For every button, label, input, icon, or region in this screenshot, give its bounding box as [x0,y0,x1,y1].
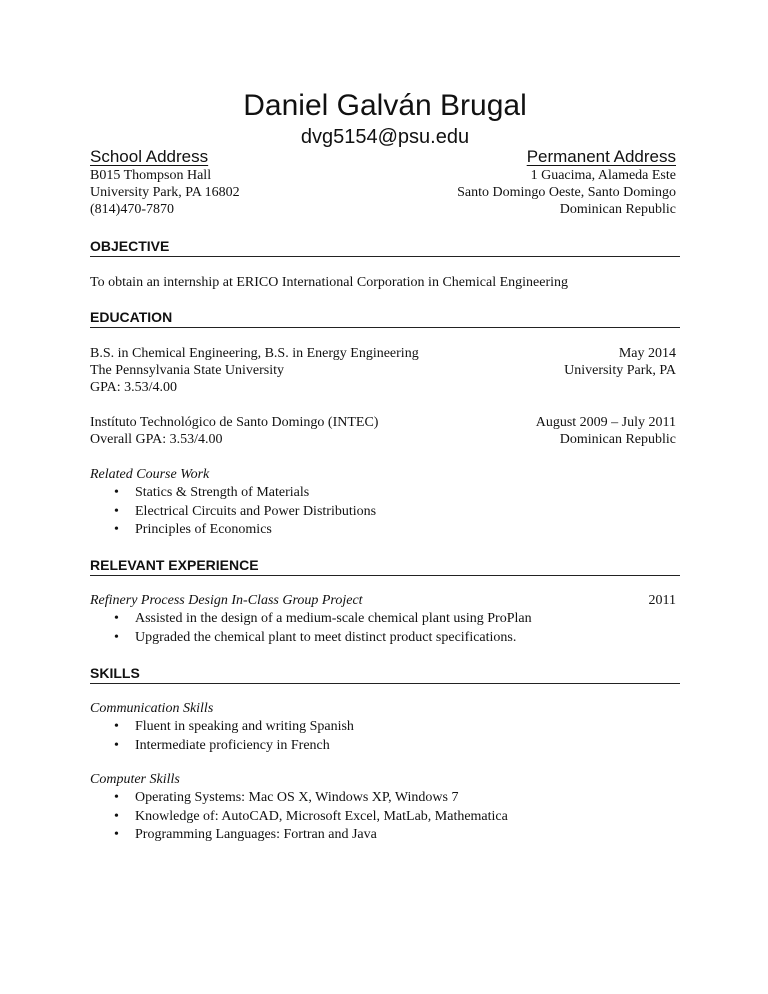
attendance-dates: August 2009 – July 2011 [535,415,676,430]
bullet-icon: • [114,808,119,824]
bullet-icon: • [114,737,119,753]
school-name: Instítuto Technológico de Santo Domingo (INTEC) [90,415,379,430]
list-item: • Statics & Strength of Materials [114,484,376,503]
project-year: 2011 [648,593,676,608]
communication-skills-title: Communication Skills [90,701,214,716]
permanent-address-line: 1 Guacima, Alameda Este [530,168,676,183]
applicant-name: Daniel Galván Brugal [243,89,527,122]
education-entry-row [90,431,676,448]
permanent-address-heading: Permanent Address [526,147,676,166]
experience-heading: RELEVANT EXPERIENCE [90,556,680,576]
degree: B.S. in Chemical Engineering, B.S. in Energy Engineering [90,346,419,361]
bullet-icon: • [114,827,119,842]
objective-text: To obtain an internship at ERICO International Corporation in Chemical Engineering [90,275,569,290]
education-entry-row [90,414,676,431]
bullet-icon: • [114,485,119,500]
gpa: Overall GPA: 3.53/4.00 [90,432,223,447]
permanent-address [457,167,676,218]
objective-heading: OBJECTIVE [90,237,680,257]
school-location: University Park, PA [564,363,676,378]
computer-skills-title: Computer Skills [90,772,180,787]
list-item: • Operating Systems: Mac OS X, Windows XP, Windows 7 [114,789,508,808]
list-item: • Electrical Circuits and Power Distributions [114,503,376,522]
school-address-line: B015 Thompson Hall [90,168,212,183]
coursework-title: Related Course Work [90,467,210,482]
skills-heading: SKILLS [90,664,680,684]
school-phone: (814)470-7870 [90,202,174,217]
graduation-date: May 2014 [618,346,676,361]
education-entry-row [90,362,676,379]
school-name: The Pennsylvania State University [90,363,285,378]
bullet-icon: • [114,503,119,519]
school-address-heading: School Address [90,147,209,166]
list-item: • Knowledge of: AutoCAD, Microsoft Excel, MatLab, Mathematica [114,808,508,827]
computer-skills-list [114,789,508,845]
list-item: • Assisted in the design of a medium-scale chemical plant using ProPlan [114,610,532,629]
list-item: • Fluent in speaking and writing Spanish [114,718,354,737]
list-item: • Intermediate proficiency in French [114,737,354,756]
bullet-icon: • [114,522,119,537]
education-heading: EDUCATION [90,308,680,328]
communication-skills-list [114,718,354,755]
school-location: Dominican Republic [559,432,676,447]
school-address [90,167,240,218]
bullet-icon: • [114,611,119,626]
permanent-address-line: Santo Domingo Oeste, Santo Domingo [457,185,676,200]
list-item: • Programming Languages: Fortran and Java [114,826,508,845]
list-item: • Principles of Economics [114,521,376,540]
education-entry-row [90,345,676,362]
bullet-icon: • [114,790,119,805]
experience-list [114,610,532,647]
project-row [90,592,676,609]
project-title: Refinery Process Design In-Class Group Project [90,593,363,608]
coursework-list [114,484,376,540]
bullet-icon: • [114,719,119,734]
gpa: GPA: 3.53/4.00 [90,380,178,395]
bullet-icon: • [114,629,119,645]
permanent-address-line: Dominican Republic [559,202,676,217]
list-item: • Upgraded the chemical plant to meet distinct product specifications. [114,629,532,648]
applicant-email: dvg5154@psu.edu [300,126,470,148]
school-address-line: University Park, PA 16802 [90,185,240,200]
